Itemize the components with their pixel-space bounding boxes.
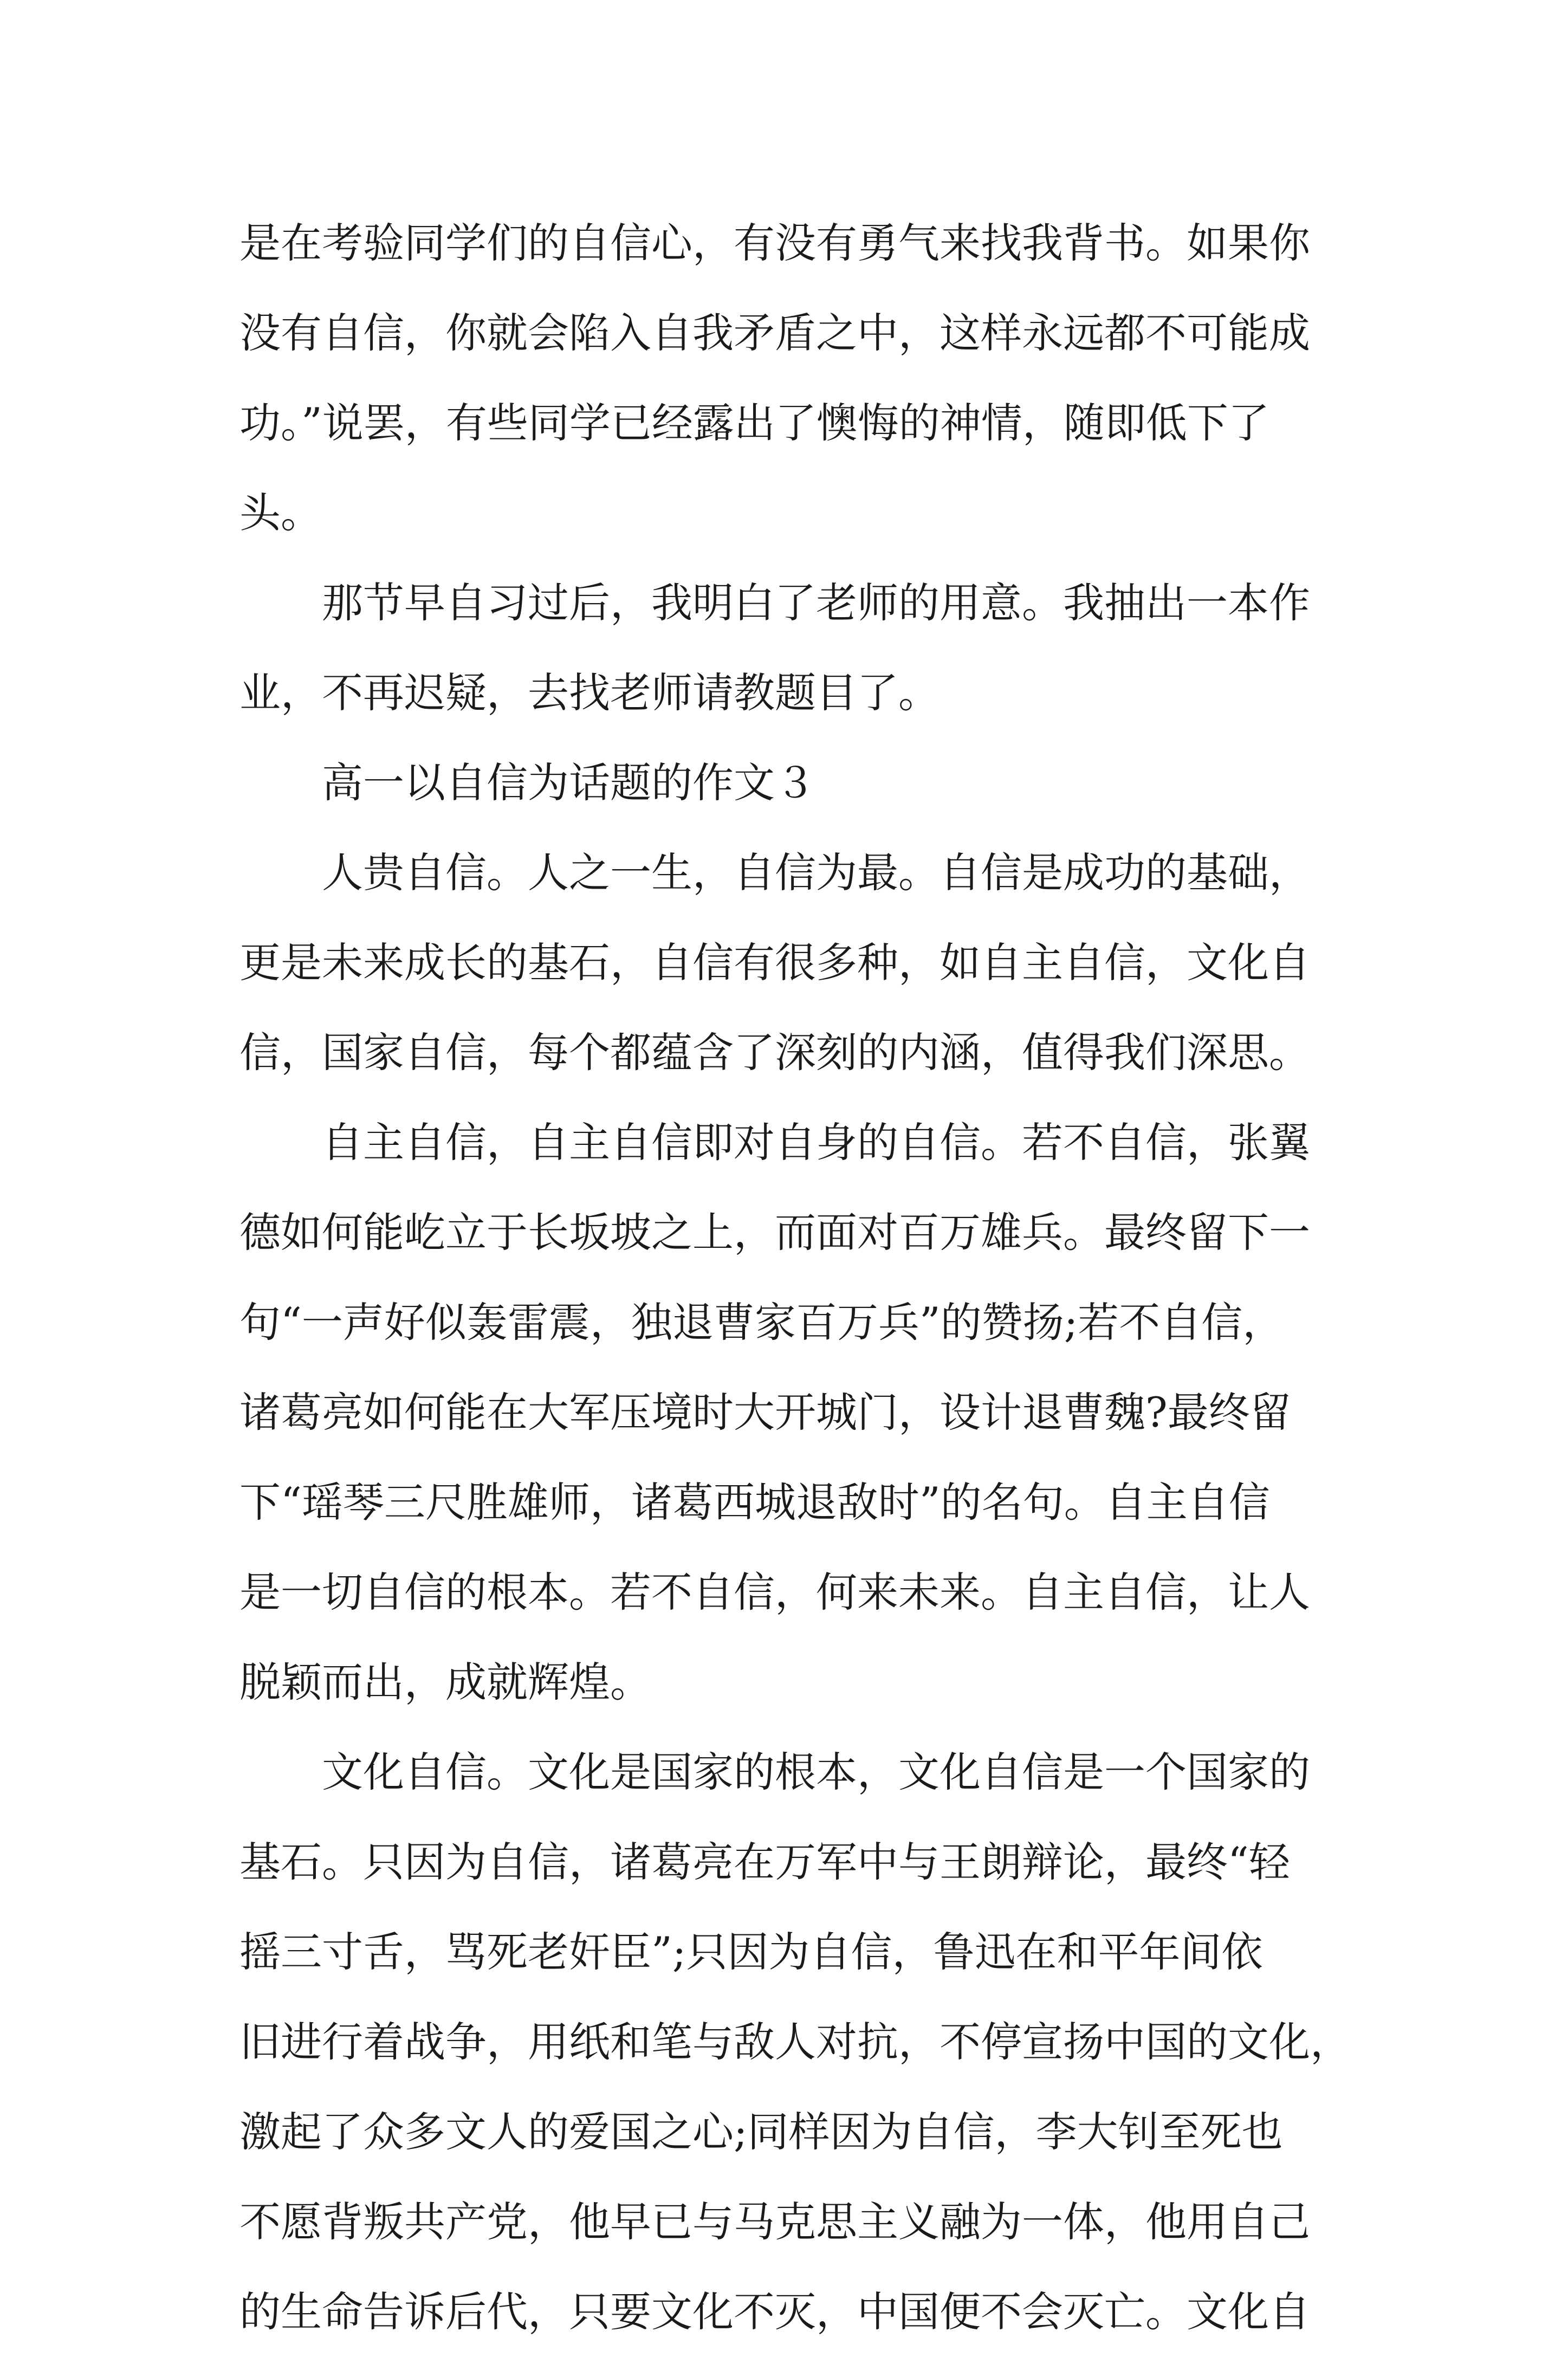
- text-line: 不愿背叛共产党，他早已与马克思主义融为一体，他用自己: [239, 2198, 1310, 2246]
- body-text: [239, 198, 1350, 2357]
- text-line: 头。: [239, 489, 322, 537]
- paragraph-first-line: 那节早自习过后，我明白了老师的用意。我抽出一本作: [322, 579, 1310, 627]
- text-line: 下“瑶琴三尺胜雄师，诸葛西城退敌时”的名句。自主自信: [239, 1478, 1270, 1526]
- text-line: 是在考验同学们的自信心，有没有勇气来找我背书。如果你: [239, 219, 1310, 267]
- text-line: 摇三寸舌，骂死老奸臣”;只因为自信，鲁迅在和平年间依: [239, 1928, 1263, 1976]
- paragraph-first-line: 人贵自信。人之一生，自信为最。自信是成功的基础，: [322, 849, 1310, 897]
- essay-title: 高一以自信为话题的作文３: [322, 759, 816, 807]
- text-line: 诸葛亮如何能在大军压境时大开城门，设计退曹魏?最终留: [239, 1388, 1291, 1436]
- text-line: 的生命告诉后代，只要文化不灭，中国便不会灭亡。文化自: [239, 2288, 1310, 2336]
- text-line: 是一切自信的根本。若不自信，何来未来。自主自信，让人: [239, 1568, 1310, 1616]
- text-line: 激起了众多文人的爱国之心;同样因为自信，李大钊至死也: [239, 2108, 1283, 2156]
- text-line: 德如何能屹立于长坂坡之上，而面对百万雄兵。最终留下一: [239, 1208, 1310, 1257]
- text-line: 信，国家自信，每个都蕴含了深刻的内涵，值得我们深思。: [239, 1028, 1310, 1077]
- paragraph-first-line: 自主自信，自主自信即对自身的自信。若不自信，张翼: [322, 1118, 1310, 1167]
- text-line: 旧进行着战争，用纸和笔与敌人对抗，不停宣扬中国的文化，: [239, 2018, 1351, 2066]
- text-line: 业，不再迟疑，去找老师请教题目了。: [239, 669, 939, 717]
- text-line: 脱颖而出，成就辉煌。: [239, 1658, 651, 1706]
- text-line: 更是未来成长的基石，自信有很多种，如自主自信，文化自: [239, 938, 1310, 987]
- text-line: 基石。只因为自信，诸葛亮在万军中与王朗辩论，最终“轻: [239, 1838, 1290, 1886]
- text-line: 没有自信，你就会陷入自我矛盾之中，这样永远都不可能成: [239, 309, 1310, 357]
- paragraph-first-line: 文化自信。文化是国家的根本，文化自信是一个国家的: [322, 1748, 1310, 1796]
- text-line: 句“一声好似轰雷震，独退曹家百万兵”的赞扬;若不自信，: [239, 1298, 1284, 1346]
- text-line: 功。”说罢，有些同学已经露出了懊悔的神情，随即低下了: [239, 399, 1269, 447]
